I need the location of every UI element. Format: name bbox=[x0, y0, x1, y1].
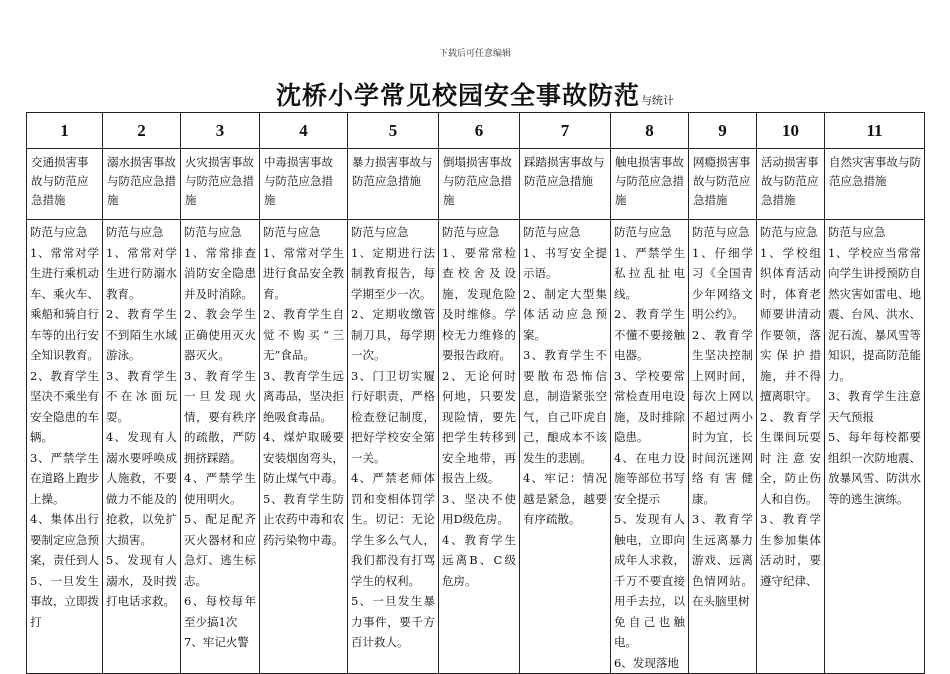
measures-cell: 防范与应急 1、常常对学生进行防溺水教育。 2、教育学生不到陌生水域游泳。 3、教育学生不在冰面玩耍。 4、发现有人溺水要呼唤成人施救，不要做力不能及的抢救，以免扩大损害。 5、发现有人溺水，及时拨打电话求救。 bbox=[103, 220, 181, 674]
category-name: 踩踏损害事故与防范应急措施 bbox=[520, 149, 611, 220]
category-name: 自然灾害事故与防范应急措施 bbox=[825, 149, 925, 220]
measures-cell: 防范与应急 1、常常对学生进行食品安全教育。 2、教育学生自觉不购买“三无”食品。 3、教育学生远离毒品，坚决拒绝吸食毒品。 4、煤炉取暖要安装烟囱弯头，防止煤气中毒。 5、教育学生防止农药中毒和农药污染物中毒。 bbox=[260, 220, 348, 674]
measures-cell: 防范与应急 1、书写安全提示语。 2、制定大型集体活动应急预案。 3、教育学生不要散布恐怖信息，制造紧张空气，自己吓虎自己，酿成本不该发生的悲剧。 4、牢记：情况越是紧急，越要有序疏散。 bbox=[520, 220, 611, 674]
column-number: 11 bbox=[825, 113, 925, 149]
category-row bbox=[27, 149, 925, 220]
measures-cell: 防范与应急 1、学校组织体育活动时，体育老师要讲清动作要领，落实保护措施，并不得擅离职守。 2、教育学生课间玩耍时注意安全，防止伤人和自伤。 3、教育学生参加集体活动时，要遵守纪律、 bbox=[757, 220, 825, 674]
category-name: 触电损害事故与防范应急措施 bbox=[611, 149, 689, 220]
category-name: 倒塌损害事故与防范应急措施 bbox=[439, 149, 520, 220]
column-number: 3 bbox=[181, 113, 260, 149]
measures-cell: 防范与应急 1、仔细学习《全国青少年网络文明公约》。 2、教育学生坚决控制上网时间，每次上网以不超过两小时为宜，长时间沉迷网络有害健康。 3、教育学生远离暴力游戏、远离色情网站。在头脑里树 bbox=[689, 220, 757, 674]
measures-cell: 防范与应急 1、常常排查消防安全隐患并及时消除。 2、教会学生正确使用灭火器灭火。 3、教育学生一旦发现火情，要有秩序的疏散，严防拥挤踩踏。 4、严禁学生使用明火。 5、配足配齐灭火器材和应急灯、逃生标志。 6、每校每年至少搞1次 7、牢记火警 bbox=[181, 220, 260, 674]
safety-table bbox=[26, 112, 925, 674]
measures-cell: 防范与应急 1、学校应当常常向学生讲授预防自然灾害如雷电、地震、台风、洪水、泥石流、暴风雪等知识，提高防范能力。 3、教育学生注意天气预报 5、每年每校都要组织一次防地震、放暴风雪、防洪水等的逃生演练。 bbox=[825, 220, 925, 674]
column-number: 4 bbox=[260, 113, 348, 149]
title-block bbox=[0, 76, 950, 112]
category-name: 交通损害事故与防范应急措施 bbox=[27, 149, 103, 220]
page-title: 沈桥小学常见校园安全事故防范 bbox=[275, 81, 640, 110]
column-number: 8 bbox=[611, 113, 689, 149]
category-name: 网瘾损害事故与防范应急措施 bbox=[689, 149, 757, 220]
measures-cell: 防范与应急 1、要常常检查校舍及设施，发现危险及时维修。学校无力维修的要报告政府。 2、无论何时何地，只要发现险情，要先把学生转移到安全地带，再报告上级。 3、坚决不使用D级危房。 4、教育学生远离B、C级危房。 bbox=[439, 220, 520, 674]
category-name: 活动损害事故与防范应急措施 bbox=[757, 149, 825, 220]
column-number: 9 bbox=[689, 113, 757, 149]
category-name: 暴力损害事故与防范应急措施 bbox=[348, 149, 439, 220]
category-name: 中毒损害事故与防范应急措施 bbox=[260, 149, 348, 220]
header-note: 下载后可任意编辑 bbox=[438, 49, 511, 59]
page-subtitle: 与统计 bbox=[641, 94, 674, 107]
measures-cell: 防范与应急 1、常常对学生进行乘机动车、乘火车、乘船和骑自行车等的出行安全知识教育。 2、教育学生坚决不乘坐有安全隐患的车辆。 3、严禁学生在道路上跑步上操。 4、集体出行要制定应急预案，责任到人 5、一旦发生事故，立即拨打 bbox=[27, 220, 103, 674]
column-number: 1 bbox=[27, 113, 103, 149]
category-name: 火灾损害事故与防范应急措施 bbox=[181, 149, 260, 220]
column-number: 5 bbox=[348, 113, 439, 149]
column-number: 10 bbox=[757, 113, 825, 149]
column-number: 7 bbox=[520, 113, 611, 149]
measures-cell: 防范与应急 1、严禁学生私拉乱扯电线。 2、教育学生不懂不要接触电器。 3、学校要常常检查用电设施，及时排除隐患。 4、在电力设施等部位书写安全提示 5、发现有人触电，立即向成年人求救，千万不要直接用手去拉，以免自己也触电。 6、发现落地 bbox=[611, 220, 689, 674]
column-number: 6 bbox=[439, 113, 520, 149]
measures-cell: 防范与应急 1、定期进行法制教育报告，每学期至少一次。 2、定期收缴管制刀具，每学期一次。 3、门卫切实履行好职责，严格检查登记制度，把好学校安全第一关。 4、严禁老师体罚和变相体罚学生。切记：无论学生多么气人，我们都没有打骂学生的权利。 5、一旦发生暴力事件，要千方百计救人。 bbox=[348, 220, 439, 674]
category-name: 溺水损害事故与防范应急措施 bbox=[103, 149, 181, 220]
measures-row bbox=[27, 220, 925, 674]
column-number: 2 bbox=[103, 113, 181, 149]
number-row bbox=[27, 113, 925, 149]
